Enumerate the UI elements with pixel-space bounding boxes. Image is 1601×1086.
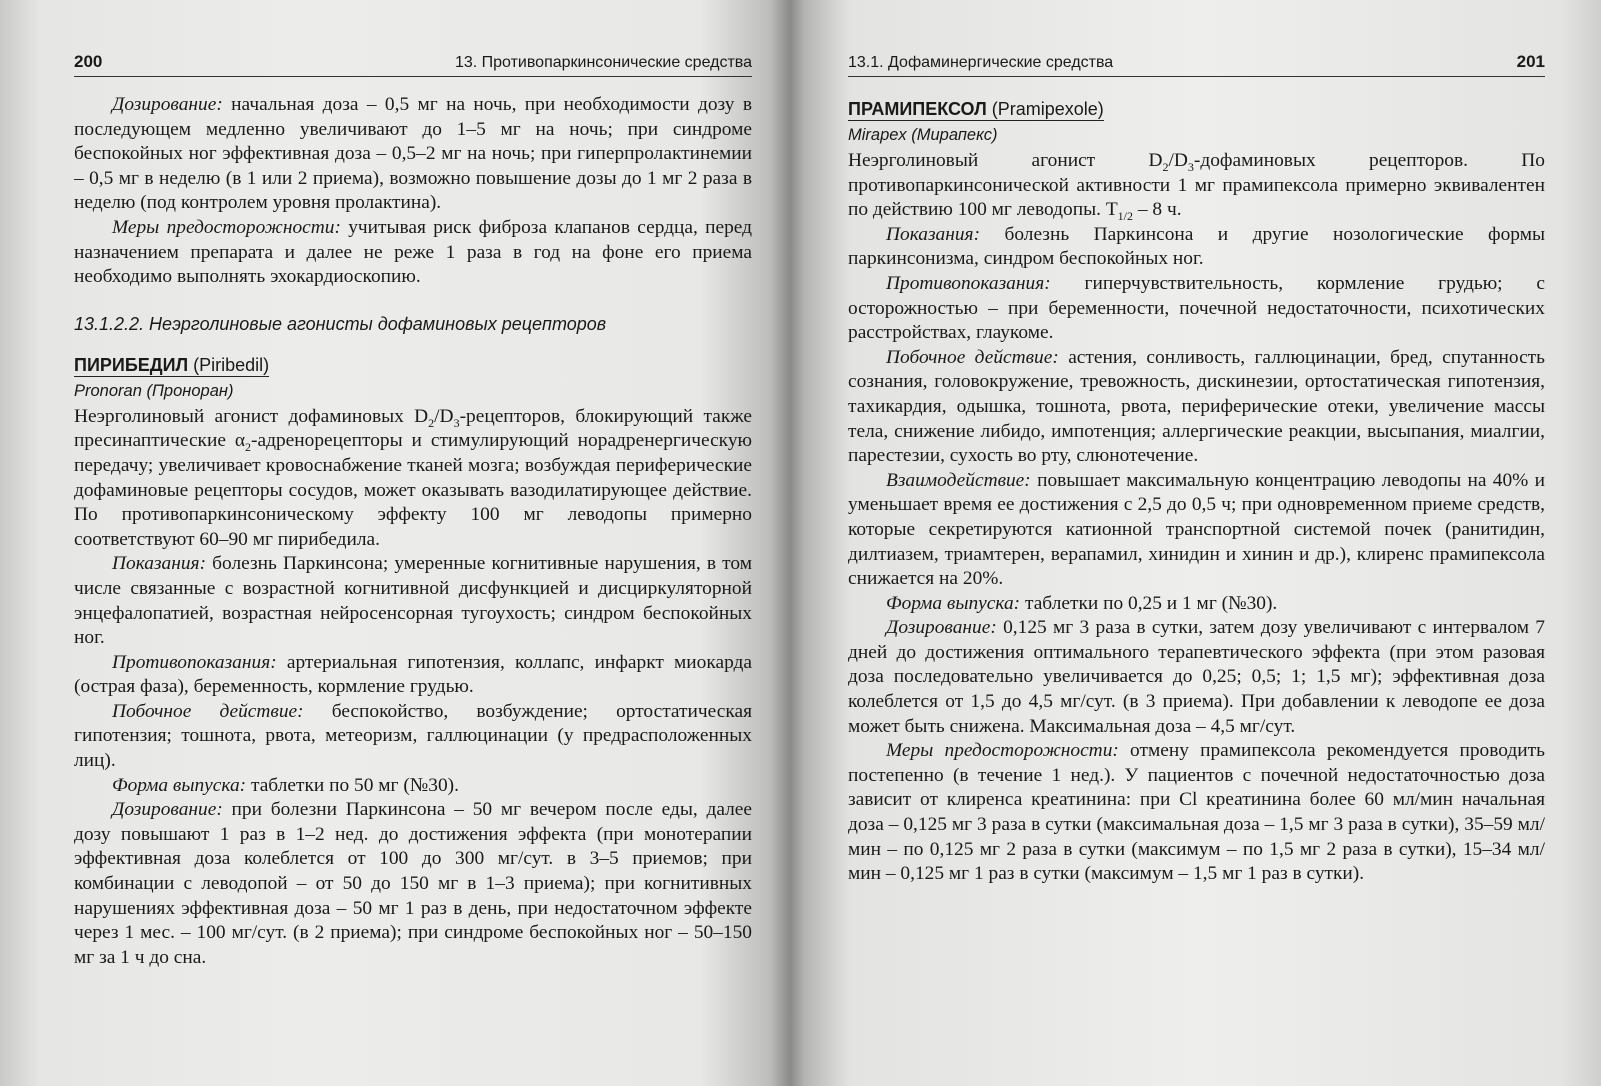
contraindications-paragraph xyxy=(848,272,1545,346)
dosage-form-paragraph xyxy=(74,774,752,799)
precautions-paragraph xyxy=(74,216,752,290)
drug-title-piribedil xyxy=(74,355,752,376)
page-number: 201 xyxy=(1516,52,1545,71)
dosing-text: 0,125 мг 3 раза в сутки, затем дозу увеличивают с интервалом 7 дней до достижения оптимального терапевтического эффекта (при этом разовая доза последовательно увеличивается до 0,25; 0,5; 1; 1,5 мг); эффективная доза колеблется от 1,5 до 4,5 мг/сут. (в 3 приема). При добавлении к леводопе ее доза может быть снижена. Максимальная доза – 4,5 мг/сут. xyxy=(848,617,1545,737)
interactions-label: Взаимодействие: xyxy=(886,469,1031,491)
precautions-paragraph xyxy=(848,739,1545,887)
dosage-form-paragraph xyxy=(848,592,1545,617)
interactions-paragraph xyxy=(848,469,1545,592)
dosing-paragraph xyxy=(74,93,752,216)
dosing-label: Дозирование: xyxy=(112,799,223,821)
drug-description xyxy=(74,405,752,553)
indications-text: болезнь Паркинсона и другие нозологические формы паркинсонизма, синдром беспокойных ног. xyxy=(848,223,1545,270)
drug-name: ПРАМИПЕКСОЛ xyxy=(848,99,987,119)
left-running-head xyxy=(74,52,752,77)
section-heading: 13.1.2.2. Неэрголиновые агонисты дофаминовых рецепторов xyxy=(74,313,607,334)
precautions-label: Меры предосторожности: xyxy=(886,740,1119,762)
precautions-label: Меры предосторожности: xyxy=(112,216,341,238)
desc-subscript: 2 xyxy=(1162,159,1169,174)
page-number: 200 xyxy=(74,52,103,71)
drug-latin-name: (Pramipexole) xyxy=(986,99,1104,119)
dosage-form-label: Форма выпуска: xyxy=(886,592,1021,614)
side-effects-text: беспокойство, возбуждение; ортостатическая гипотензия; тошнота, рвота, метеоризм, галлюцинации (у предрасположенных лиц). xyxy=(74,700,752,772)
indications-label: Показания: xyxy=(112,553,207,575)
precautions-text: учитывая риск фиброза клапанов сердца, перед назначением препарата и далее не реже 1 раза в год на фоне его приема необходимо выполнять эхокардиоскопию. xyxy=(74,216,752,288)
desc-text: /D xyxy=(434,405,454,427)
desc-subscript: 1/2 xyxy=(1117,209,1134,224)
precautions-text: отмену прамипексола рекомендуется проводить постепенно (в течение 1 нед.). У пациентов с почечной недостаточностью доза зависит от клиренса креатинина: при Cl креатинина более 60 мл/мин начальная доза – 0,125 мг 3 раза в сутки (максимальная доза – 1,5 мг 3 раза в сутки), 35–59 мл/мин – по 0,125 мг 2 раза в сутки (максимум – по 1,5 мг 2 раза в сутки), 15–34 мл/мин – 0,125 мг 1 раз в сутки (максимум – 1,5 мг 1 раз в сутки). xyxy=(848,740,1545,885)
indications-paragraph xyxy=(74,552,752,650)
interactions-text: повышает максимальную концентрацию леводопы на 40% и уменьшает время ее достижения с 2,5 до 0,5 ч; при одновременном приеме средств, которые секретируются катионной транспортной системой почек (ранитидин, дилтиазем, триамтерен, верапамил, хинидин и хинин и др.), клиренс прамипексола снижается на 20%. xyxy=(848,469,1545,590)
running-title: 13.1. Дофаминергические средства xyxy=(848,54,1114,71)
contraindications-label: Противопоказания: xyxy=(886,272,1051,294)
trade-name: Mirapex (Мирапекс) xyxy=(848,126,998,144)
side-effects-paragraph xyxy=(74,700,752,774)
desc-text: /D xyxy=(1168,150,1188,171)
contraindications-label: Противопоказания: xyxy=(112,651,277,673)
drug-description xyxy=(848,149,1545,223)
desc-subscript: 2 xyxy=(428,415,435,430)
dosing-label: Дозирование: xyxy=(112,94,223,115)
indications-text: болезнь Паркинсона; умеренные когнитивные нарушения, в том числе связанные с возрастной когнитивной дисфункцией и дисциркуляторной энцефалопатией, возрастная нейросенсорная тугоухость; синдром беспокойных ног. xyxy=(74,553,752,649)
desc-text: Неэрголиновый агонист дофаминовых D xyxy=(74,405,429,427)
side-effects-paragraph xyxy=(848,346,1545,469)
right-page xyxy=(812,0,1601,1086)
side-effects-label: Побочное действие: xyxy=(886,346,1059,368)
drug-latin-name: (Piribedil) xyxy=(188,354,270,375)
side-effects-text: астения, сонливость, галлюцинации, бред, спутанность сознания, головокружение, тревожность, дискинезии, ортостатическая гипотензия, тахикардия, одышка, тошнота, рвота, периферические отеки, увеличение массы тела, снижение либидо, импотенция; аллергические реакции, высыпания, миалгии, парестезии, сухость во рту, слюнотечение. xyxy=(848,346,1545,467)
dosing-label: Дозирование: xyxy=(886,617,997,639)
desc-text: -дофаминовых рецепторов. По противопаркинсонической активности 1 мг прамипексола примерно эквивалентен по действию 100 мг леводопы. T xyxy=(848,150,1545,221)
side-effects-label: Побочное действие: xyxy=(112,700,304,722)
left-page xyxy=(0,0,790,1086)
drug-title-pramipexole xyxy=(848,99,1545,120)
contraindications-text: гиперчувствительность, кормление грудью; с осторожностью – при беременности, почечной недостаточности, психотических расстройствах, глаукоме. xyxy=(848,272,1545,344)
dosage-form-label: Форма выпуска: xyxy=(112,774,247,796)
desc-subscript: 3 xyxy=(1187,159,1194,174)
dosage-form-text: таблетки по 50 мг (№30). xyxy=(246,774,459,796)
desc-text: -рецепторов, блокирующий также пресинаптические α xyxy=(74,405,752,452)
trade-name: Pronoran (Проноран) xyxy=(74,381,234,400)
dosing-paragraph-2 xyxy=(74,798,752,970)
indications-paragraph xyxy=(848,223,1545,272)
right-running-head xyxy=(848,52,1545,77)
dosage-form-text: таблетки по 0,25 и 1 мг (№30). xyxy=(1020,592,1278,614)
dosing-paragraph xyxy=(848,616,1545,739)
contraindications-text: артериальная гипотензия, коллапс, инфаркт миокарда (острая фаза), беременность, кормление грудью. xyxy=(74,651,752,698)
desc-subscript: 3 xyxy=(453,415,460,430)
desc-subscript: 2 xyxy=(245,440,252,455)
contraindications-paragraph xyxy=(74,651,752,700)
drug-name: ПИРИБЕДИЛ xyxy=(74,354,189,375)
desc-text: – 8 ч. xyxy=(1133,199,1182,221)
dosing-text: начальная доза – 0,5 мг на ночь, при необходимости дозу в последующем медленно увеличивают до 1–5 мг на ночь; при синдроме беспокойных ног эффективная доза – 0,5–2 мг на ночь; при гиперпролактинемии – 0,5 мг в неделю (в 1 или 2 приема), возможно повышение дозы до 1 мг 2 раза в неделю (под контролем уровня пролактина). xyxy=(74,94,752,214)
running-title: 13. Противопаркинсонические средства xyxy=(454,54,752,71)
dosing-text: при болезни Паркинсона – 50 мг вечером после еды, далее дозу повышают 1 раз в 1–2 нед. до достижения эффекта (при монотерапии эффективная доза колеблется от 100 до 300 мг/сут. в 3–5 приемов; при комбинации с леводопой – от 50 до 150 мг в 1–3 приема); при когнитивных нарушениях эффективная доза – 50 мг 1 раз в день, при недостаточном эффекте через 1 мес. – 100 мг/сут. (в 2 приема); при синдроме беспокойных ног – 50–150 мг за 1 ч до сна. xyxy=(74,799,752,968)
indications-label: Показания: xyxy=(886,223,981,245)
desc-text: -адренорецепторы и стимулирующий норадренергическую передачу; увеличивает кровоснабжение тканей мозга; возбуждая периферические дофаминовые рецепторы сосудов, может оказывать вазодилатирующее действие. По противопаркинсоническому эффекту 100 мг леводопы примерно соответствуют 60–90 мг пирибедила. xyxy=(74,430,752,550)
desc-text: Неэрголиновый агонист D xyxy=(848,150,1163,171)
